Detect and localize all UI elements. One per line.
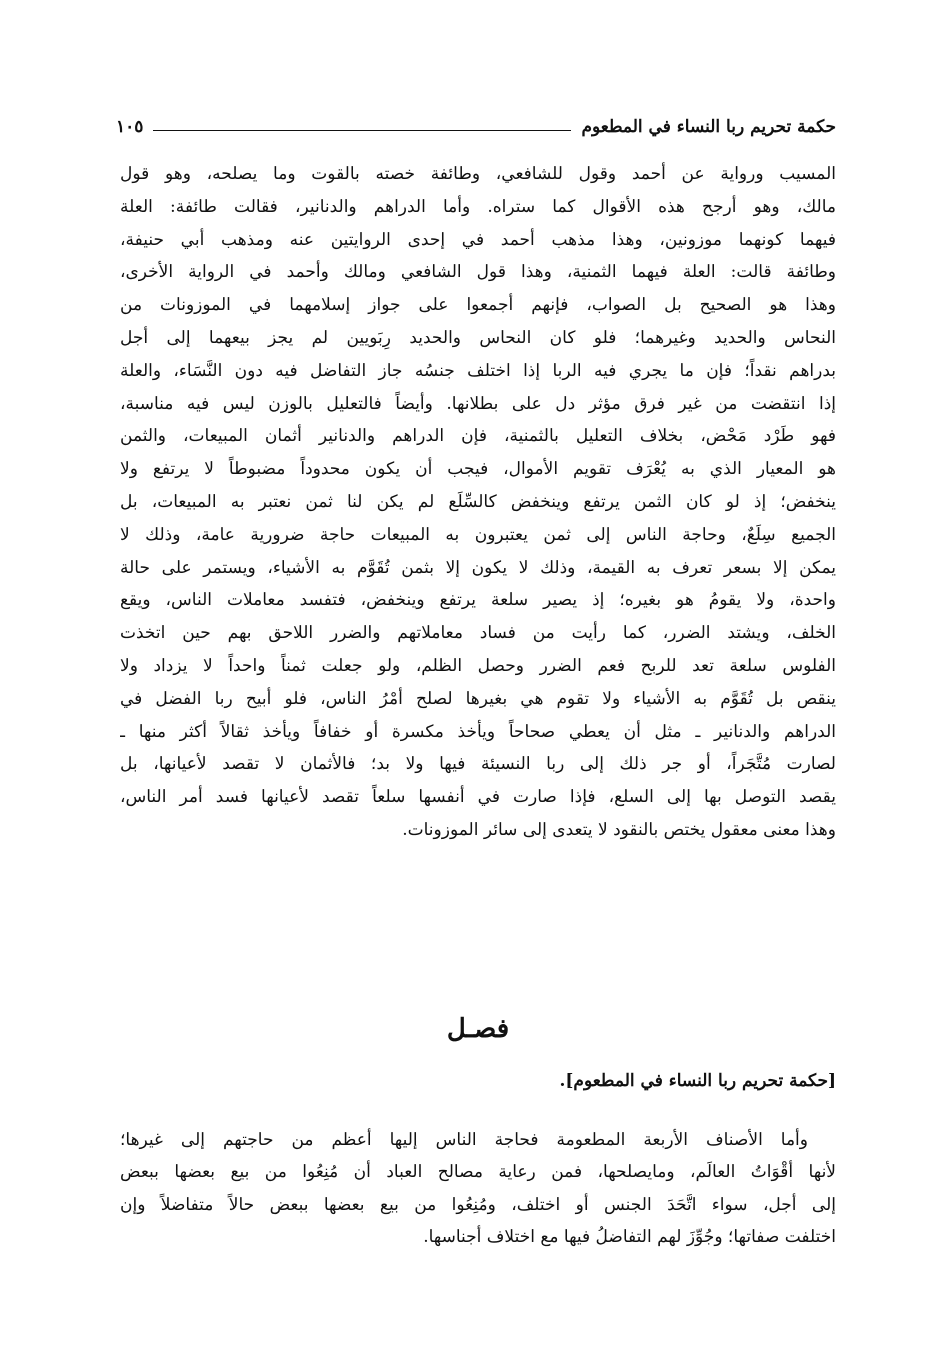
text-line: النحاس والحديد وغيرهما؛ فلو كان النحاس والحديد رِبَويين لم يجز بيعهما إلى أجل [120,327,836,348]
running-title: حكمة تحريم ربا النساء في المطعوم [581,117,836,137]
text-line: هو المعيار الذي به يُعْرَف تقويم الأموال، فيجب أن يكون محدوداً مضبوطاً لا يرتفع ولا [120,459,836,480]
text-line: فيهما كونهما موزونين، وهذا مذهب أحمد في إحدى الروايتين عنه ومذهب أبي حنيفة، [120,229,836,250]
text-line: الخلف، ويشتد الضرر، كما رأيت من فساد معاملاتهم والضرر اللاحق بهم حين اتخذت [120,623,836,644]
text-line: المسيب ورواية عن أحمد وقول للشافعي، وطائفة خصته بالقوت وما يصلحه، وهو قول [120,164,836,184]
text-line: واحدة، ولا يقومُ هو بغيره؛ إذ يصير سلعة يرتفع وينخفض، فتفسد معاملات الناس، ويقع [120,590,836,611]
text-line: ينقص بل تُقَوَّم به الأشياء ولا تقوم هي بغيرها لصلح أمْرُ الناس، فلو أبيح ربا الفضل في [120,688,836,709]
section-heading: [حكمة تحريم ربا النساء في المطعوم]. [559,1071,836,1091]
text-line: لصارت مُتَّجَراً، أو جر ذلك إلى ربا النسيئة فيها ولا بد؛ فالأثمان لا تقصد لأعيانها، بل [120,754,836,775]
text-line: وطائفة قالت: العلة فيهما الثمنية، وهذا قول الشافعي ومالك وأحمد في الرواية الأخرى، [120,262,836,283]
text-line: وهذا هو الصحيح بل الصواب، فإنهم أجمعوا على جواز إسلامهما في الموزونات من [120,295,836,316]
text-line: لأنها أقْوَاتُ العالَم، ومايصلحها، فمن رعاية مصالح العباد أن مُنِعُوا من بيع بعضها ببعض [120,1162,836,1183]
text-line: فهو طَرْد مَحْض، بخلاف التعليل بالثمنية، فإن الدراهم والدنانير أثمان المبيعات، والثمن [120,426,836,447]
section-paragraph [120,1124,836,1254]
text-line: الدراهم والدنانير ـ مثل أن يعطي صحاحاً ويأخذ مكسرة أو خفافاً ويأخذ ثقالاً أكثر منها ـ [120,721,836,742]
text-line: ينخفض؛ إذ لو كان الثمن يرتفع وينخفض كالسِّلَع لم يكن لنا ثمن نعتبر به المبيعات، بل [120,491,836,512]
text-line: الفلوس سلعة تعد للربح فعم الضرر وحصل الظلم، ولو جعلت ثمناً واحداً لا يزداد ولا [120,655,836,676]
text-line: وأما الأصناف الأربعة المطعومة فحاجة الناس إليها أعظم من حاجتهم إلى غيرها؛ [120,1130,808,1150]
section-divider-fasl: فصـل [446,1014,510,1044]
text-line: إذا انتقضت من غير فرق مؤثر دل على بطلانها. وأيضاً فالتعليل بالوزن ليس فيه مناسبة، [120,393,836,414]
text-line: يقصد التوصل بها إلى السلع، فإذا صارت في أنفسها سلعاً تقصد لأعيانها فسد أمر الناس، [120,787,836,808]
main-paragraph [120,158,836,847]
running-header [116,112,836,142]
header-rule [153,130,571,131]
text-line: وهذا معنى معقول يختص بالنقود لا يتعدى إلى سائر الموزونات. [402,819,836,840]
text-line: بدراهم نقداً؛ فإن ما يجري فيه الربا إذا اختلف جنسُه جاز التفاضل فيه دون النَّسَاء، والعلة [120,360,836,381]
text-line: إلى أجل، سواء اتَّحَدَ الجنس أو اختلف، ومُنِعُوا من بيع بعضها ببعض حالاً متفاضلاً وإن [120,1194,836,1215]
text-line: يمكن إلا بسعر تعرف به القيمة، وذلك لا يكون إلا بثمن تُقَوَّم به الأشياء، ويستمر على حالة [120,557,836,578]
text-line: اختلفت صفاتها؛ وجُوِّزَ لهم التفاضلُ فيها مع اختلاف أجناسها. [423,1227,836,1248]
page-number: ١٠٥ [116,117,144,137]
text-line: الجميع سِلَعٌ، وحاجة الناس إلى ثمن يعتبرون به المبيعات حاجة ضرورية عامة، وذلك لا [120,524,836,545]
text-line: مالك، وهو أرجح هذه الأقوال كما ستراه. وأما الدراهم والدنانير، فقالت طائفة: العلة [120,196,836,217]
